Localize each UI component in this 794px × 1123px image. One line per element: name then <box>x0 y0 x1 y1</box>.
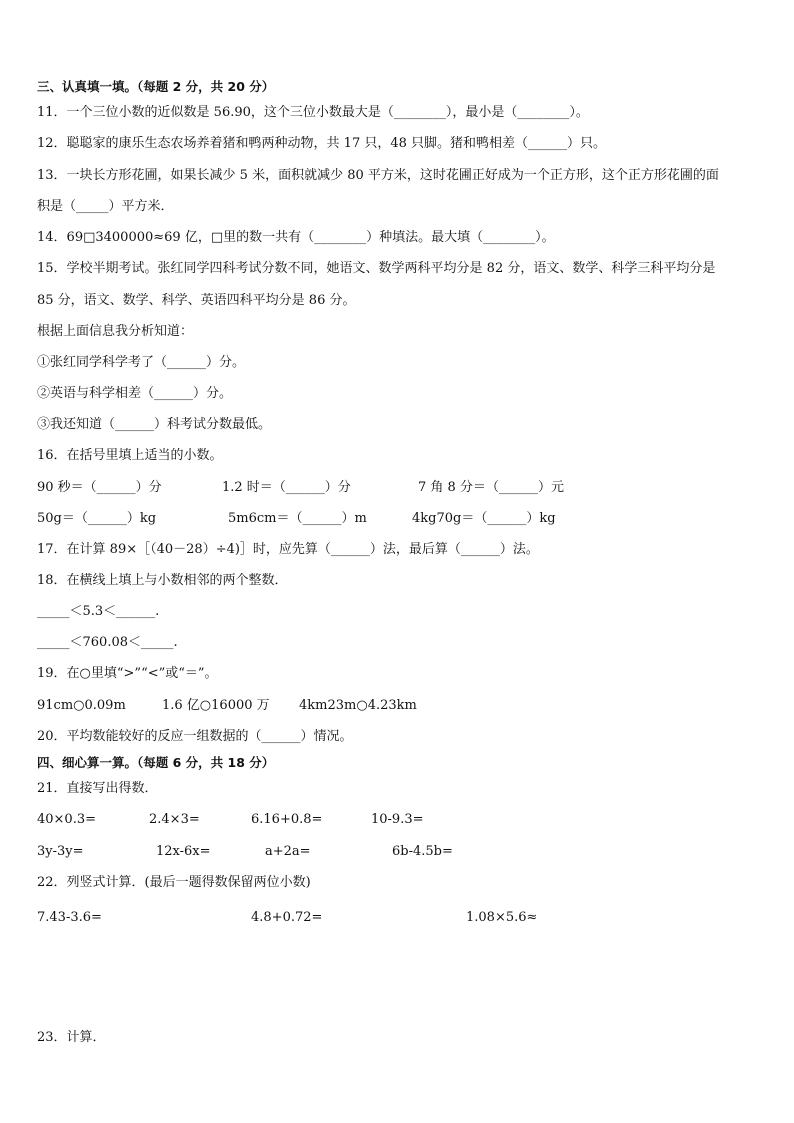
question-20: 20．平均数能较好的反应一组数据的（______）情况。 <box>37 729 353 744</box>
question-15-line-1: 15．学校半期考试。张红同学四科考试分数不同，她语文、数学两科平均分是 82 分，语文、数学、科学三科平均分是 <box>37 261 716 276</box>
question-23: 23．计算． <box>37 1030 106 1045</box>
question-16-item: 4kg70g＝（______）kg <box>412 511 556 526</box>
question-21-item: 12x-6x= <box>156 844 211 859</box>
question-21-item: 10-9.3= <box>371 812 424 827</box>
question-11: 11．一个三位小数的近似数是 56.90，这个三位小数最大是（________），最小是（________）。 <box>37 105 589 120</box>
question-18-part-a: _____＜5.3＜______. <box>37 604 160 619</box>
section-4-heading: 四、细心算一算。（每题 6 分，共 18 分） <box>37 755 275 770</box>
question-22-item: 7.43-3.6= <box>37 910 102 925</box>
question-13-line-1: 13．一块长方形花圃，如果长减少 5 米，面积就减少 80 平方米，这时花圃正好成为一个正方形，这个正方形花圃的面 <box>37 168 719 183</box>
question-21-item: 3y-3y= <box>37 844 84 859</box>
question-18-part-b: _____＜760.08＜_____. <box>37 635 178 650</box>
question-13-line-2: 积是（_____）平方米． <box>37 199 174 214</box>
question-16-item: 50g＝（______）kg <box>37 511 157 526</box>
question-21-item: a+2a= <box>265 844 311 859</box>
question-22-item: 4.8+0.72= <box>251 910 323 925</box>
question-14: 14．69□3400000≈69 亿，□里的数一共有（________）种填法。最大填（________）。 <box>37 230 555 245</box>
question-12: 12．聪聪家的康乐生态农场养着猪和鸭两种动物，共 17 只，48 只脚。猪和鸭相差（______）只。 <box>37 136 607 151</box>
question-16-item: 1.2 时＝（______）分 <box>222 480 351 495</box>
question-16-item: 7 角 8 分＝（______）元 <box>418 480 564 495</box>
question-19-item: 4km23m○4.23km <box>299 698 417 713</box>
question-17: 17．在计算 89×［（40－28）÷4)］时，应先算（______）法，最后算（______）法。 <box>37 542 539 557</box>
question-15-line-2: 85 分，语文、数学、科学、英语四科平均分是 86 分。 <box>37 293 356 308</box>
question-19-item: 91cm○0.09m <box>37 698 126 713</box>
question-15-part-a: ①张红同学科学考了（______）分。 <box>37 355 246 370</box>
question-15-part-c: ③我还知道（______）科考试分数最低。 <box>37 417 272 432</box>
question-21: 21．直接写出得数． <box>37 781 158 796</box>
question-16: 16．在括号里填上适当的小数。 <box>37 448 223 463</box>
question-21-item: 40×0.3= <box>37 812 97 827</box>
section-3-heading: 三、认真填一填。（每题 2 分，共 20 分） <box>37 79 275 94</box>
question-16-item: 90 秒＝（______）分 <box>37 480 162 495</box>
question-21-item: 2.4×3= <box>149 812 200 827</box>
question-16-item: 5m6cm＝（______）m <box>228 511 367 526</box>
question-18: 18．在横线上填上与小数相邻的两个整数． <box>37 573 288 588</box>
question-15-part-b: ②英语与科学相差（______）分。 <box>37 386 233 401</box>
question-19-item: 1.6 亿○16000 万 <box>162 698 270 713</box>
question-21-item: 6.16+0.8= <box>251 812 323 827</box>
question-19: 19．在○里填“>”“<”或“＝”。 <box>37 666 218 681</box>
question-22-item: 1.08×5.6≈ <box>466 910 538 925</box>
question-21-item: 6b-4.5b= <box>392 844 453 859</box>
question-22: 22．列竖式计算．(最后一题得数保留两位小数) <box>37 875 311 890</box>
question-15-intro: 根据上面信息我分析知道： <box>37 324 194 339</box>
